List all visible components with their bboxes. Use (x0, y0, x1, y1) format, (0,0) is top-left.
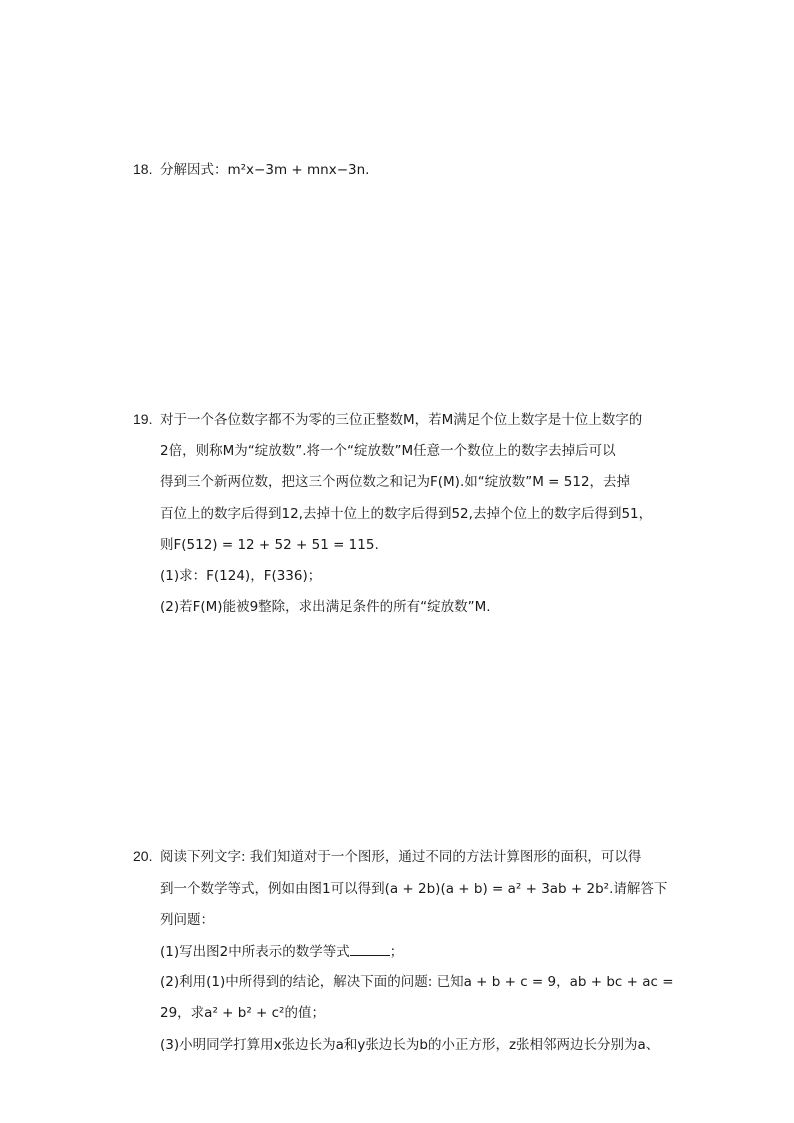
problem-text-line: 分解因式：m²x−3m + mnx−3n. (160, 162, 370, 178)
sub-question-2: (2)若F(M)能被9整除，求出满足条件的所有“绽放数”M. (160, 599, 491, 615)
blank-suffix: ； (389, 944, 404, 960)
sub-question-1 (160, 941, 403, 962)
problem-number: 19. (133, 411, 153, 427)
sub-question-2: (2)利用(1)中所得到的结论，解决下面的问题: 已知a + b + c = 9，ab + bc + ac = (160, 974, 674, 990)
problem-text-line: 阅读下列文字: 我们知道对于一个图形，通过不同的方法计算图形的面积，可以得 (160, 849, 642, 865)
problem-text-line: 则F(512) = 12 + 52 + 51 = 115. (160, 537, 379, 553)
problem-text-line: 2倍，则称M为“绽放数”.将一个“绽放数”M任意一个数位上的数字去掉后可以 (160, 443, 616, 459)
sub-question-text: (1)写出图2中所表示的数学等式 (160, 944, 350, 960)
answer-blank (350, 941, 390, 956)
problem-text-line: 到一个数学等式，例如由图1可以得到(a + 2b)(a + b) = a² + 3ab + 2b².请解答下 (160, 881, 668, 897)
sub-question-3: (3)小明同学打算用x张边长为a和y张边长为b的小正方形，z张相邻两边长分别为a、 (160, 1037, 660, 1053)
problem-text-line: 对于一个各位数字都不为零的三位正整数M，若M满足个位上数字是十位上数字的 (160, 412, 643, 428)
sub-question-1: (1)求：F(124)，F(336)； (160, 568, 322, 584)
problem-number: 20. (133, 848, 153, 864)
problem-number: 18. (133, 161, 153, 177)
problem-text-line: 百位上的数字后得到12,去掉十位上的数字后得到52,去掉个位上的数字后得到51， (160, 506, 653, 522)
problem-text-line: 列问题： (160, 912, 214, 928)
problem-text-line: 得到三个新两位数，把这三个两位数之和记为F(M).如“绽放数”M = 512，去掉 (160, 474, 631, 490)
problem-text-line: 29，求a² + b² + c²的值； (160, 1005, 325, 1021)
